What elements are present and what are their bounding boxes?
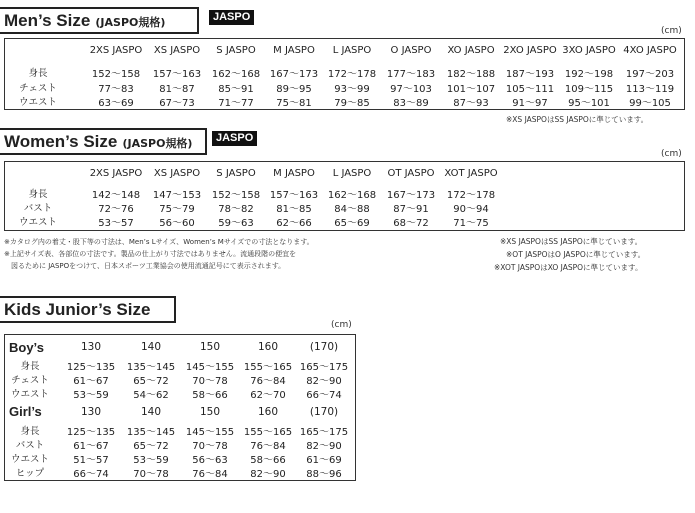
womens-height-row: [5, 186, 684, 200]
mens-height-row: [5, 65, 684, 79]
womens-note-left-2: ※上記サイズ表、各部位の寸法です。製品の仕上がり寸法ではありません。流通段階の便宜を: [4, 250, 297, 258]
mens-row-label: 身長: [28, 68, 48, 79]
boys-heading: Boy’s: [9, 340, 44, 355]
mens-row-label: ウエスト: [18, 97, 57, 108]
boys-value-cell: 65～72: [133, 376, 169, 387]
girls-value-cell: 70～78: [133, 469, 169, 480]
womens-size-subtitle: (JASPO規格): [122, 137, 193, 150]
womens-value-cell: 162～168: [327, 190, 377, 201]
womens-header-cell: XOT JASPO: [444, 168, 498, 179]
girls-value-cell: 145～155: [185, 427, 235, 438]
girls-value-cell: 61～69: [306, 455, 342, 466]
womens-unit-label: (cm): [661, 149, 682, 159]
womens-value-cell: 167～173: [386, 190, 436, 201]
mens-value-cell: 81～87: [159, 84, 195, 95]
mens-chest-row: [5, 80, 684, 94]
mens-value-cell: 99～105: [629, 98, 671, 109]
mens-header-cell: 4XO JASPO: [623, 45, 677, 56]
mens-value-cell: 162～168: [211, 69, 261, 80]
girls-heading: Girl’s: [9, 404, 42, 419]
mens-value-cell: 67～73: [159, 98, 195, 109]
mens-value-cell: 157～163: [152, 69, 202, 80]
mens-value-cell: 187～193: [505, 69, 555, 80]
mens-value-cell: 91～97: [512, 98, 548, 109]
girls-value-cell: 51～57: [73, 455, 109, 466]
womens-value-cell: 90～94: [453, 204, 489, 215]
girls-row-label: ヒップ: [15, 468, 45, 479]
girls-value-cell: 61～67: [73, 441, 109, 452]
mens-header-cell: XS JASPO: [153, 45, 201, 56]
boys-header-cell: 150: [199, 341, 221, 353]
womens-row-label: 身長: [28, 189, 48, 200]
mens-size-table: [4, 38, 685, 110]
womens-value-cell: 78～82: [218, 204, 254, 215]
boys-header-cell: 140: [140, 341, 162, 353]
mens-waist-row: [5, 94, 684, 108]
mens-header-cell: O JASPO: [390, 45, 432, 56]
womens-value-cell: 65～69: [334, 218, 370, 229]
boys-header-cell: (170): [309, 341, 339, 353]
girls-value-cell: 125～135: [66, 427, 116, 438]
girls-hip-row: [5, 465, 355, 479]
girls-value-cell: 76～84: [250, 441, 286, 452]
mens-value-cell: 63～69: [98, 98, 134, 109]
mens-value-cell: 182～188: [446, 69, 496, 80]
mens-header-cell: 2XO JASPO: [503, 45, 557, 56]
boys-value-cell: 66～74: [306, 390, 342, 401]
mens-value-cell: 71～77: [218, 98, 254, 109]
mens-row-label: チェスト: [19, 83, 57, 94]
boys-value-cell: 135～145: [126, 362, 176, 373]
girls-row-label: バスト: [15, 440, 45, 451]
mens-value-cell: 77～83: [98, 84, 134, 95]
mens-value-cell: 101～107: [446, 84, 496, 95]
girls-row-label: 身長: [20, 426, 40, 437]
womens-note-right-1: ※XS JASPOはSS JASPOに準じています。: [500, 237, 643, 246]
boys-row-label: ウエスト: [10, 389, 49, 400]
mens-value-cell: 95～101: [568, 98, 610, 109]
womens-size-title: Women’s Size: [4, 132, 118, 151]
mens-unit-label: (cm): [661, 26, 682, 36]
mens-header-cell: S JASPO: [216, 45, 256, 56]
kids-size-title-box: [0, 296, 176, 323]
womens-size-title-box: [0, 128, 207, 155]
boys-row-label: 身長: [20, 361, 40, 372]
womens-value-cell: 147～153: [152, 190, 202, 201]
womens-header-cell: S JASPO: [216, 168, 256, 179]
womens-row-label: バスト: [23, 203, 53, 214]
womens-value-cell: 71～75: [453, 218, 489, 229]
girls-header-cell: 140: [140, 406, 162, 418]
mens-value-cell: 105～111: [505, 84, 555, 95]
boys-value-cell: 165～175: [299, 362, 349, 373]
womens-header-cell: M JASPO: [273, 168, 315, 179]
mens-value-cell: 85～91: [218, 84, 254, 95]
womens-header-cell: L JASPO: [332, 168, 372, 179]
mens-value-cell: 87～93: [453, 98, 489, 109]
womens-row-label: ウエスト: [18, 217, 57, 228]
girls-value-cell: 76～84: [192, 469, 228, 480]
womens-value-cell: 87～91: [393, 204, 429, 215]
boys-value-cell: 54～62: [133, 390, 169, 401]
womens-waist-row: [5, 214, 684, 228]
mens-value-cell: 93～99: [334, 84, 370, 95]
girls-header-row: [5, 406, 355, 420]
womens-value-cell: 72～76: [98, 204, 134, 215]
boys-value-cell: 61～67: [73, 376, 109, 387]
girls-value-cell: 135～145: [126, 427, 176, 438]
girls-value-cell: 65～72: [133, 441, 169, 452]
girls-value-cell: 82～90: [250, 469, 286, 480]
girls-header-cell: 150: [199, 406, 221, 418]
womens-note-left-1: ※カタログ内の着丈・股下等の寸法は、Men’s Lサイズ、Women’s Mサイズでの寸法となります。: [4, 238, 314, 246]
kids-size-table: [4, 334, 356, 481]
mens-value-cell: 109～115: [564, 84, 614, 95]
mens-value-cell: 97～103: [390, 84, 432, 95]
womens-value-cell: 68～72: [393, 218, 429, 229]
girls-header-cell: 130: [80, 406, 102, 418]
boys-header-cell: 160: [257, 341, 279, 353]
mens-value-cell: 113～119: [625, 84, 675, 95]
mens-value-cell: 197～203: [625, 69, 675, 80]
boys-header-row: [5, 341, 355, 355]
girls-value-cell: 82～90: [306, 441, 342, 452]
mens-footnote: ※XS JASPOはSS JASPOに準じています。: [506, 115, 649, 124]
womens-header-cell: 2XS JASPO: [89, 168, 143, 179]
boys-waist-row: [5, 386, 355, 400]
girls-value-cell: 58～66: [250, 455, 286, 466]
boys-header-cell: 130: [80, 341, 102, 353]
girls-row-label: ウエスト: [10, 454, 49, 465]
girls-value-cell: 53～59: [133, 455, 169, 466]
womens-header-cell: OT JASPO: [387, 168, 435, 179]
girls-waist-row: [5, 451, 355, 465]
girls-bust-row: [5, 437, 355, 451]
mens-header-cell: XO JASPO: [447, 45, 495, 56]
womens-value-cell: 62～66: [276, 218, 312, 229]
mens-value-cell: 192～198: [564, 69, 614, 80]
boys-height-row: [5, 358, 355, 372]
mens-size-subtitle: (JASPO規格): [95, 16, 166, 29]
mens-size-title-box: [0, 7, 199, 34]
womens-value-cell: 75～79: [159, 204, 195, 215]
boys-value-cell: 82～90: [306, 376, 342, 387]
boys-value-cell: 125～135: [66, 362, 116, 373]
boys-chest-row: [5, 372, 355, 386]
kids-unit-label: (cm): [331, 320, 352, 330]
womens-value-cell: 157～163: [269, 190, 319, 201]
womens-value-cell: 59～63: [218, 218, 254, 229]
mens-value-cell: 167～173: [269, 69, 319, 80]
girls-header-cell: 160: [257, 406, 279, 418]
mens-value-cell: 83～89: [393, 98, 429, 109]
womens-value-cell: 84～88: [334, 204, 370, 215]
girls-value-cell: 88～96: [306, 469, 342, 480]
mens-header-cell: 3XO JASPO: [562, 45, 616, 56]
womens-value-cell: 152～158: [211, 190, 261, 201]
womens-note-right-2: ※OT JASPOはO JASPOに準じています。: [506, 250, 646, 259]
womens-header-row: [5, 168, 684, 182]
womens-value-cell: 56～60: [159, 218, 195, 229]
mens-value-cell: 152～158: [91, 69, 141, 80]
mens-value-cell: 172～178: [327, 69, 377, 80]
girls-value-cell: 165～175: [299, 427, 349, 438]
womens-size-table: [4, 161, 685, 231]
boys-value-cell: 53～59: [73, 390, 109, 401]
mens-header-row: [5, 45, 684, 59]
womens-header-cell: XS JASPO: [153, 168, 201, 179]
mens-header-cell: M JASPO: [273, 45, 315, 56]
mens-value-cell: 75～81: [276, 98, 312, 109]
mens-size-title: Men’s Size: [4, 11, 91, 30]
womens-value-cell: 81～85: [276, 204, 312, 215]
girls-value-cell: 56～63: [192, 455, 228, 466]
womens-note-right-3: ※XOT JASPOはXO JASPOに準じています。: [494, 263, 643, 272]
boys-value-cell: 62～70: [250, 390, 286, 401]
womens-value-cell: 142～148: [91, 190, 141, 201]
womens-value-cell: 53～57: [98, 218, 134, 229]
girls-header-cell: (170): [309, 406, 339, 418]
womens-jaspo-badge: JASPO: [212, 131, 257, 146]
mens-value-cell: 79～85: [334, 98, 370, 109]
girls-value-cell: 155～165: [243, 427, 293, 438]
boys-row-label: チェスト: [11, 375, 49, 386]
boys-value-cell: 58～66: [192, 390, 228, 401]
mens-jaspo-badge: JASPO: [209, 10, 254, 25]
womens-note-left-3: 図るために JASPOをつけて、日本スポーツ工業協会の使用流通記号にて表示されます。: [4, 262, 286, 270]
boys-value-cell: 155～165: [243, 362, 293, 373]
mens-header-cell: L JASPO: [332, 45, 372, 56]
boys-value-cell: 76～84: [250, 376, 286, 387]
kids-size-title: Kids Junior’s Size: [4, 300, 151, 319]
boys-value-cell: 145～155: [185, 362, 235, 373]
womens-value-cell: 172～178: [446, 190, 496, 201]
girls-value-cell: 70～78: [192, 441, 228, 452]
boys-value-cell: 70～78: [192, 376, 228, 387]
mens-header-cell: 2XS JASPO: [89, 45, 143, 56]
mens-value-cell: 89～95: [276, 84, 312, 95]
mens-value-cell: 177～183: [386, 69, 436, 80]
girls-height-row: [5, 423, 355, 437]
womens-bust-row: [5, 200, 684, 214]
girls-value-cell: 66～74: [73, 469, 109, 480]
